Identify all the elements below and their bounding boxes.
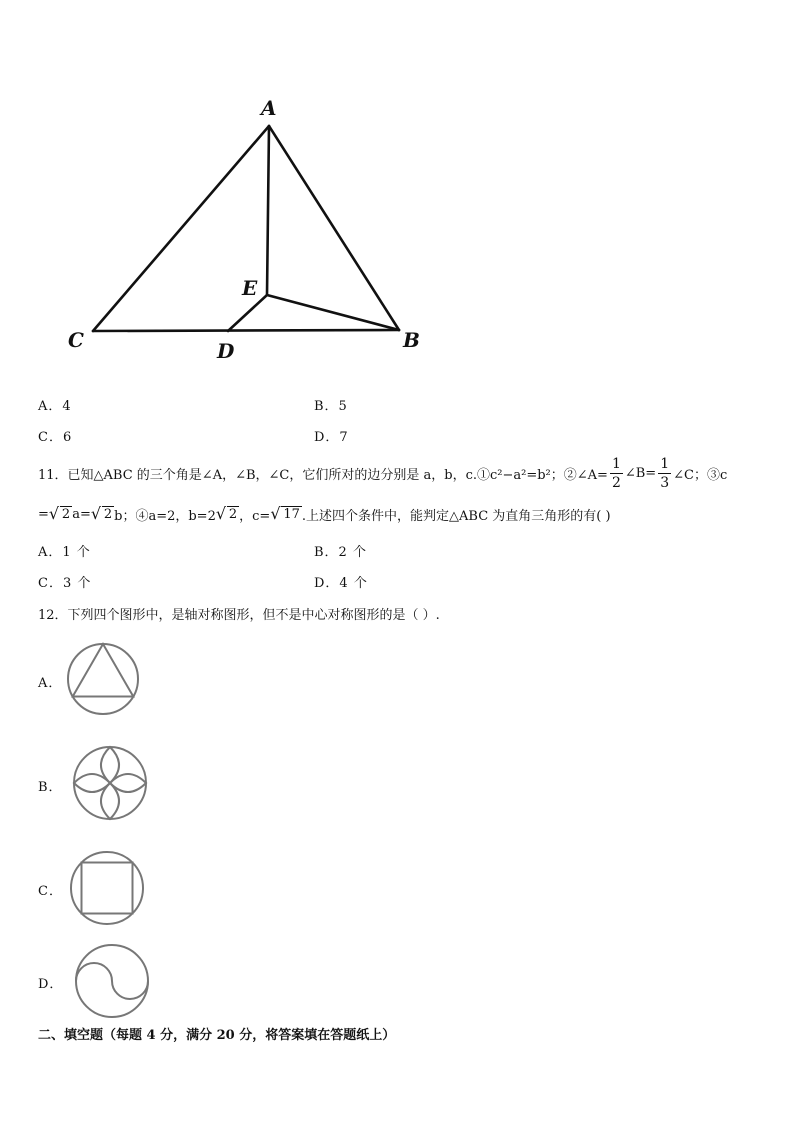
triangle-figure	[0, 0, 794, 380]
fraction-one-third	[658, 457, 671, 490]
frac2-denominator: 3	[660, 474, 670, 491]
q11-option-d[interactable]: D．4 个	[314, 576, 368, 591]
q11-text-1: 11．已知△ABC 的三个角是∠A，∠B，∠C，它们所对的边分别是 a，b，c.①c²−a²=b²；②∠A=	[38, 467, 608, 483]
sqrt-radicand: 2	[103, 506, 113, 522]
q11-text-8: .上述四个条件中，能判定△ABC 为直角三角形的有( )	[301, 508, 611, 524]
label-b: B	[403, 328, 420, 352]
figure-a-circle-triangle-icon[interactable]	[63, 639, 143, 719]
q11-text-4: =	[38, 506, 49, 522]
sqrt-radicand: 2	[228, 506, 238, 522]
sqrt-17	[272, 507, 302, 522]
q12-option-a[interactable]: A．	[38, 676, 63, 691]
frac1-numerator: 1	[611, 455, 621, 472]
label-e: E	[242, 276, 258, 300]
sqrt-2-b	[93, 507, 114, 522]
segment-cb	[93, 330, 399, 331]
q11-text-2: ∠B=	[624, 465, 657, 481]
q10-option-c[interactable]: C．6	[38, 430, 73, 445]
segment-ac	[93, 126, 269, 331]
q11-text-3: ∠C；③c	[673, 467, 728, 483]
q10-option-d[interactable]: D．7	[314, 430, 349, 445]
q11-text-7: ，c=	[239, 508, 271, 524]
label-a: A	[261, 96, 277, 120]
q12-option-d[interactable]: D．	[38, 977, 64, 992]
segment-ed	[228, 295, 267, 331]
q11-option-c[interactable]: C．3 个	[38, 576, 92, 591]
sqrt-2-a	[51, 507, 72, 522]
sqrt-radicand: 17	[283, 506, 300, 522]
label-c: C	[68, 328, 84, 352]
q10-option-a[interactable]: A．4	[38, 399, 72, 414]
fraction-one-half	[610, 457, 623, 490]
q12-option-b[interactable]: B．	[38, 780, 63, 795]
q12-option-c[interactable]: C．	[38, 884, 63, 899]
frac1-denominator: 2	[611, 474, 621, 491]
q11-stem-line2	[38, 503, 611, 525]
figure-b-circle-petals-icon[interactable]	[70, 743, 150, 823]
figure-c-circle-square-icon[interactable]	[67, 848, 147, 928]
frac2-numerator: 1	[660, 455, 670, 472]
q12-stem: 12．下列四个图形中，是轴对称图形，但不是中心对称图形的是（ ）.	[38, 608, 440, 623]
q11-option-b[interactable]: B．2 个	[314, 545, 367, 560]
q11-text-6: b；④a=2，b=2	[114, 508, 216, 524]
q11-stem-line1	[38, 453, 727, 493]
label-d: D	[217, 339, 235, 363]
section-2-heading: 二、填空题（每题 4 分，满分 20 分，将答案填在答题纸上）	[38, 1028, 396, 1043]
segment-ae	[267, 126, 269, 295]
sqrt-2-c	[218, 507, 239, 522]
figure-d-circle-s-curve-icon[interactable]	[72, 941, 152, 1021]
q10-option-b[interactable]: B．5	[314, 399, 348, 414]
sqrt-radicand: 2	[61, 506, 71, 522]
q11-text-5: a=	[72, 506, 91, 522]
q11-option-a[interactable]: A．1 个	[38, 545, 91, 560]
